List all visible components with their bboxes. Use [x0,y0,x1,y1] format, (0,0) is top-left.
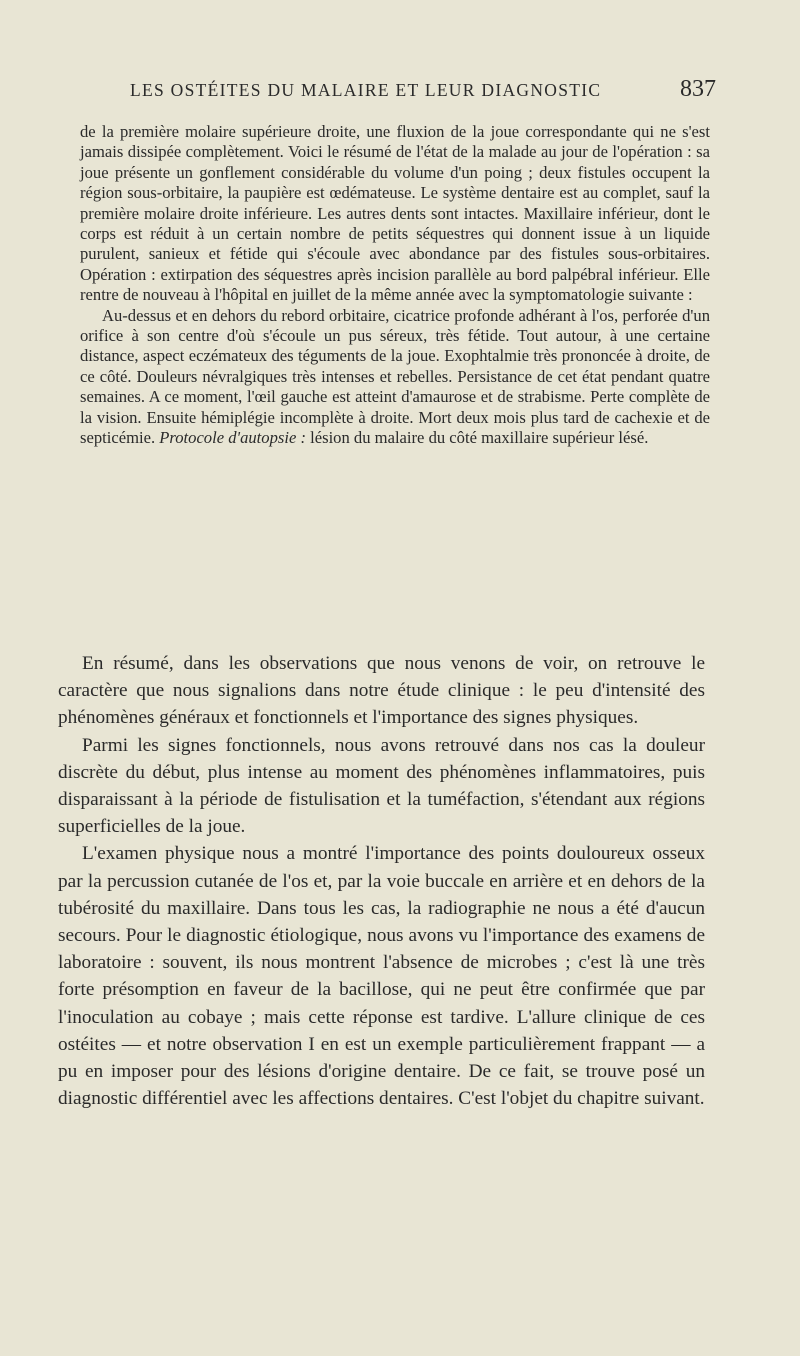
observation-paragraph-2-text: Au-dessus et en dehors du rebord orbitaire, cicatrice profonde adhérant à l'os, perforée d'un orifice à son centre d'où s'écoule un pus séreux, très fétide. Tout autour, à une certaine distance, aspect eczémateux des téguments de la joue. Exophtalmie très prononcée à droite, de ce côté. Douleurs névralgiques très intenses et rebelles. Persistance de cet état pendant quatre semaines. A ce moment, l'œil gauche est atteint d'amaurose et de strabisme. Perte complète de la vision. Ensuite hémiplégie incomplète à droite. Mort deux mois plus tard de cachexie et de septicémie. [80,305,710,448]
summary-paragraph-2: Parmi les signes fonctionnels, nous avons retrouvé dans nos cas la douleur discrète du début, plus intense au moment des phénomènes inflammatoires, puis disparaissant à la période de fistulisation et la tuméfaction, s'étendant aux régions superficielles de la joue. [58,734,705,838]
running-title: LES OSTÉITES DU MALAIRE ET LEUR DIAGNOSTIC [130,80,602,100]
summary-paragraph-3: L'examen physique nous a montré l'importance des points douloureux osseux par la percussion cutanée de l'os et, par la voie buccale en arrière et en dehors de la tubérosité du maxillaire. Dans tous les cas, la radiographie ne nous a été d'aucun secours. Pour le diagnostic étiologique, nous avons vu l'importance des examens de laboratoire : souvent, ils nous montrent l'absence de microbes ; c'est là une très forte présomption en faveur de la bacillose, qui ne peut être confirmée que par l'inoculation au cobaye ; mais cette réponse est tardive. L'allure clinique de ces ostéites — et notre observation I en est un exemple particulièrement frappant — a pu en imposer pour des lésions d'origine dentaire. De ce fait, se trouve posé un diagnostic différentiel avec les affections dentaires. C'est l'objet du chapitre suivant. [58,843,705,1110]
summary-text [58,650,705,1112]
observation-paragraph-2 [80,306,710,449]
observation-paragraph-1: de la première molaire supérieure droite, une fluxion de la joue correspondante qui ne s'est jamais dissipée complètement. Voici le résumé de l'état de la malade au jour de l'opération : sa joue présente un gonflement considérable du volume d'un poing ; deux fistules occupent la région sous-orbitaire, la paupière est œdémateuse. Le système dentaire est au complet, sauf la première molaire droite inférieure. Les autres dents sont intactes. Maxillaire inférieur, dont le corps est réduit à un certain nombre de petits séquestres qui donnent issue à un liquide purulent, sanieux et fétide qui s'écoule avec abondance par des fistules sous-orbitaires. Opération : extirpation des séquestres après incision parallèle au bord palpébral inférieur. Elle rentre de nouveau à l'hôpital en juillet de la même année avec la symptomatologie suivante : [80,122,710,305]
observation-paragraph-2-end: lésion du malaire du côté maxillaire supérieur lésé. [310,428,649,448]
summary-paragraph-1: En résumé, dans les observations que nous venons de voir, on retrouve le caractère que nous signalions dans notre étude clinique : le peu d'intensité des phénomènes généraux et fonctionnels et l'importance des signes physiques. [58,653,705,729]
autopsy-protocol-label: Protocole d'autopsie : [159,428,306,448]
observation-text [80,122,710,449]
page-header [130,76,716,106]
page-number: 837 [680,76,716,102]
